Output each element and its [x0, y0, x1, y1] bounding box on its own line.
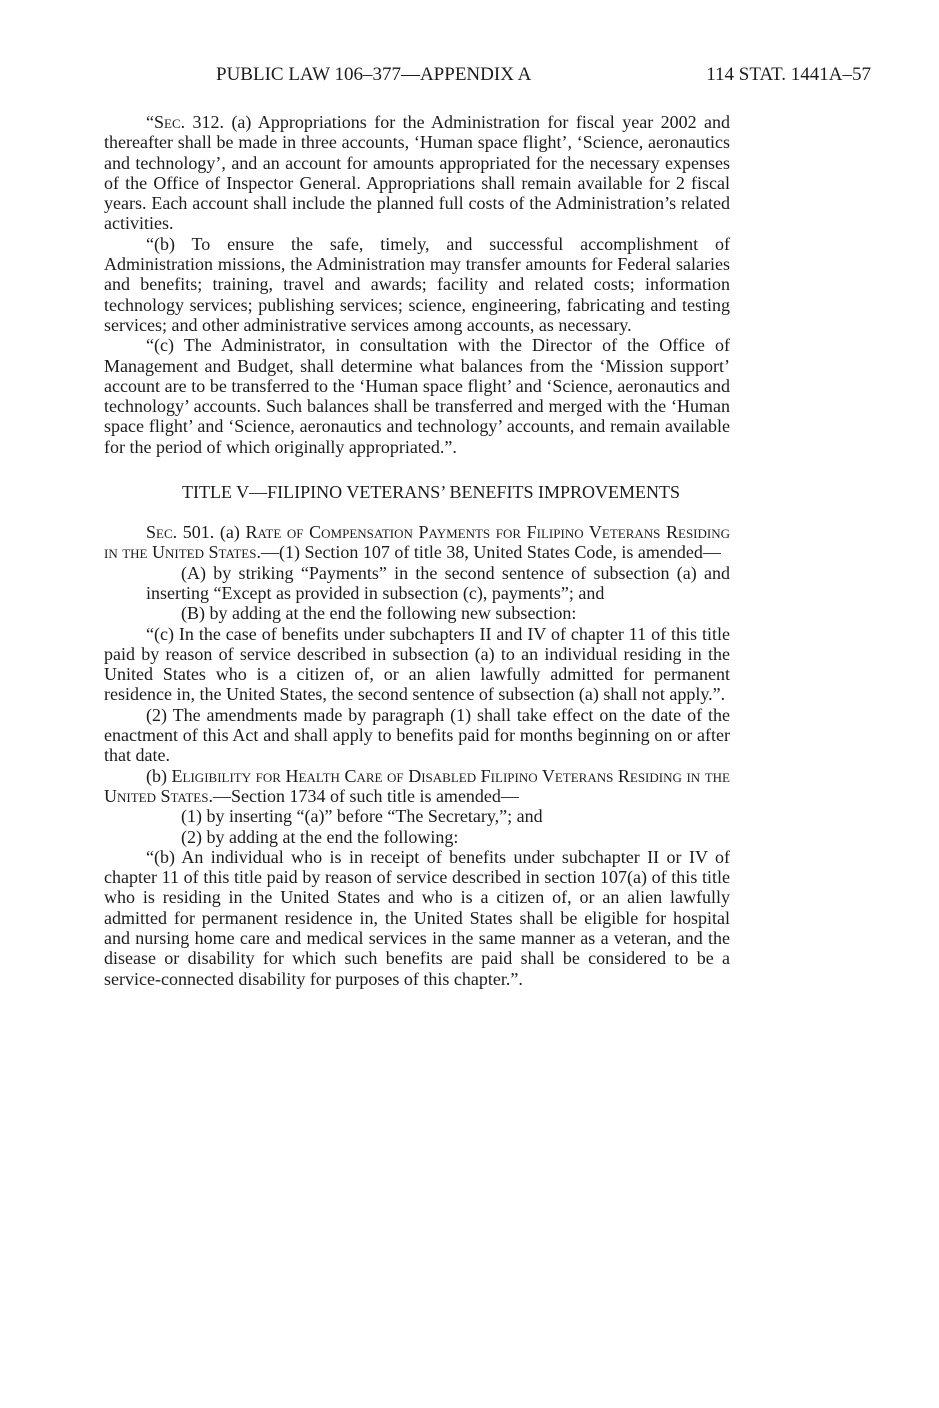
sec-501-a-paragraph-2: (2) The amendments made by paragraph (1) shall take effect on the date of the enactment of this Act and shall apply to benefits paid for months beginning on or after that date.: [104, 704, 730, 766]
sec-501-a-heading: Rate of Compensation Payments for Filipino Veterans Residing in the United States: [104, 522, 731, 563]
sec-501-a-text: .—(1) Section 107 of title 38, United States Code, is amended—: [256, 542, 721, 563]
sec-501-a-clause-B: (B) by adding at the end the following new subsection:: [181, 603, 577, 624]
sec-312-subsection-b: “(b) To ensure the safe, timely, and successful accomplishment of Administration missions, the Administration may transfer amounts for Federal salaries and benefits; training, travel and awards; facility and related costs; information technology services; publishing services; science, engineering, fabricating and testing services; and other administrative services among accounts, as necessary.: [104, 233, 730, 335]
sec-501-a-clause-A: (A) by striking “Payments” in the second sentence of subsection (a) and inserting “Except as provided in subsection (c), payments”; and: [146, 562, 730, 603]
document-body: [104, 112, 730, 989]
sec-501-b-heading: Eligibility for Health Care of Disabled Filipino Veterans Residing in the United States: [104, 765, 730, 806]
sec-501-b-number: (b): [146, 765, 172, 786]
sec-312-subsection-a: [104, 112, 730, 234]
header-law-title: PUBLIC LAW 106–377—APPENDIX A: [216, 64, 532, 85]
sec-312-a-text: . 312. (a) Appropriations for the Administration for fiscal year 2002 and thereafter shall be made in three accounts, ‘Human space flight’, ‘Science, aeronautics and technology’, and an account for amounts appropriated for the necessary expenses of the Office of Inspector General. Appropriations shall remain available for 2 fiscal years. Each account shall include the planned full costs of the Administration’s related activities.: [104, 112, 730, 234]
title-v-heading: TITLE V—FILIPINO VETERANS’ BENEFITS IMPROVEMENTS: [182, 482, 680, 503]
sec-312-open-quote: “: [146, 112, 154, 132]
page-header: [216, 63, 871, 87]
sec-312-label: Sec: [154, 112, 181, 132]
sec-501-number: . 501. (a): [172, 522, 246, 543]
sec-501-b-paragraph-1: (1) by inserting “(a)” before “The Secretary,”; and: [181, 806, 543, 827]
sec-312-subsection-c: “(c) The Administrator, in consultation with the Director of the Office of Management and Budget, shall determine what balances from the ‘Mission support’ account are to be transferred to the ‘Human space flight’ and ‘Science, aeronautics and technology’ accounts. Such balances shall be transferred and merged with the ‘Human space flight’ and ‘Science, aeronautics and technology’ accounts, and remain available for the period of which originally appropriated.”.: [104, 335, 730, 457]
sec-501-b-paragraph-2: (2) by adding at the end the following:: [181, 826, 459, 847]
sec-501-subsection-b: [104, 766, 730, 807]
sec-501-b-quoted-subsection-b: “(b) An individual who is in receipt of benefits under subchapter II or IV of chapter 11 of this title paid by reason of service described in section 107(a) of this title who is residing in the United States and who is a citizen of, or an alien lawfully admitted for permanent residence in, the United States shall be eligible for hospital and nursing home care and medical services in the same manner as a veteran, and the disease or disability for which such benefits are paid shall be considered to be a service-connected disability for purposes of this chapter.”.: [104, 846, 730, 989]
sec-501-label: Sec: [146, 522, 173, 543]
header-statute-reference: 114 STAT. 1441A–57: [706, 64, 871, 85]
sec-501-subsection-a: [104, 522, 730, 563]
sec-501-a-quoted-subsection-c: “(c) In the case of benefits under subchapters II and IV of chapter 11 of this title paid by reason of service described in subsection (a) to an individual residing in the United States who is a citizen of, or an alien lawfully admitted for permanent residence in, the United States, the second sentence of subsection (a) shall not apply.”.: [104, 623, 730, 705]
sec-501-b-text: .—Section 1734 of such title is amended—: [208, 785, 519, 806]
